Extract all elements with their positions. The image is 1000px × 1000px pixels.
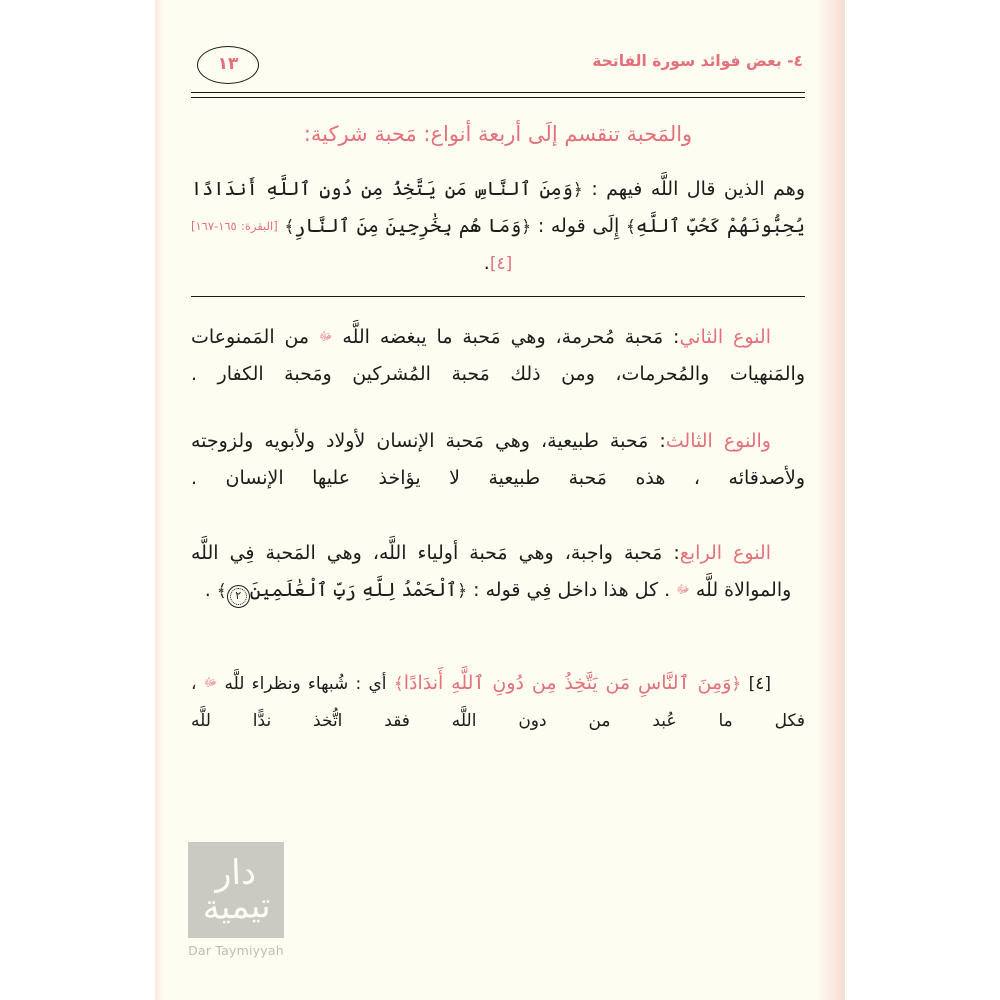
page-number-badge [197, 46, 259, 84]
honorific-jalla-jalaluhu-icon: ﷻ [318, 329, 333, 344]
watermark-brand-name: Dar Taymiyyah [188, 943, 284, 958]
honorific-azza-wa-jall-icon: ﷻ [676, 582, 690, 597]
footnote-marker: [٤] [748, 674, 772, 695]
quran-bracket-open-icon: ﴿ [572, 179, 583, 200]
quran-text-2: وَمَا هُم بِخَٰرِجِينَ مِنَ ٱلنَّارِ [294, 214, 522, 237]
paragraph-quran-quote [191, 171, 805, 282]
label-type-three: والنوع الثالث [665, 430, 771, 453]
lead-paragraph: والمَحبة تنقسم إلَى أربعة أنواع: مَحبة شركية: [303, 122, 693, 146]
footnote-quran-bracket-close-icon: ﴾ [393, 674, 404, 695]
footnote-text-before: أي : شُبهاء ونظراء للَّه [217, 674, 394, 695]
paragraph-gap [191, 501, 805, 535]
quran-bracket-close-icon: ﴾ [625, 216, 636, 237]
running-header [191, 0, 805, 108]
header-divider-rule [191, 92, 805, 98]
paragraph-type-two [191, 319, 805, 393]
watermark-logo-mark [188, 842, 284, 938]
label-type-four: النوع الرابع [679, 542, 771, 565]
page-edge-left [155, 0, 165, 1000]
para4-text-before: مَحبة واجبة، وهي مَحبة أولياء اللَّه، وهي المَحبة فِي اللَّه والموالاة للَّه [191, 542, 792, 602]
label-type-two: النوع الثاني [679, 326, 771, 349]
quran-text-fatiha: ٱلْحَمْدُ لِلَّهِ رَبِّ ٱلْعَٰلَمِينَ [249, 579, 458, 602]
quran-bracket-open-icon-2: ﴿ [521, 216, 532, 237]
publisher-watermark [177, 842, 295, 958]
para2-text-before: مَحبة مُحرمة، وهي مَحبة ما يبغضه اللَّه [332, 326, 664, 349]
footnote-block [191, 664, 805, 740]
footnote-reference: [٤] [489, 254, 513, 275]
para4-period: . [204, 579, 217, 602]
quran-text-1: وَمِنَ ٱلنَّاسِ مَن يَتَّخِذُ مِن دُونِ ٱللَّهِ أَندَادًا يُحِبُّونَهُمْ كَحُبِّ ٱللَّهِ [191, 177, 805, 237]
para1-middle: إِلَى قوله : [531, 214, 626, 237]
ayah-number-marker: ٢ [227, 585, 250, 608]
para1-prefix: وهم الذين قال اللَّه فيهم : [582, 177, 805, 200]
paragraph-gap [191, 613, 805, 647]
quran-bracket-open-icon-3: ﴿ [457, 581, 468, 602]
footnote-honorific-icon: ﷻ [203, 675, 218, 690]
para3-text: مَحبة طبيعية، وهي مَحبة الإنسان لأولاد ولأبويه ولزوجته ولأصدقائه ، هذه مَحبة طبيعية لا يؤاخذ عليها الإنسان . [191, 430, 805, 490]
section-divider-rule [191, 296, 805, 297]
para2-text-after: من المَمنوعات والمَنهيات والمُحرمات، ومن ذلك مَحبة المُشركين ومَحبة الكفار . [191, 326, 805, 386]
paragraph-gap [191, 397, 805, 423]
quran-bracket-close-icon-2: ﴾ [284, 216, 295, 237]
footnote-text-after: ، فكل ما عُبد من دون اللَّه فقد اتُّخذ ندًّا للَّه [191, 674, 805, 732]
page-number: ١٣ [217, 53, 239, 74]
chapter-title: ٤- بعض فوائد سورة الفاتحة [592, 52, 803, 70]
footnote-quran-bracket-open-icon: ﴿ [731, 674, 742, 695]
para4-text-after: . كل هذا داخل فِي قوله : [467, 579, 677, 602]
para1-period: . [483, 252, 490, 275]
watermark-calligraphy: دار تيمية [201, 852, 272, 929]
para3-colon: : [648, 430, 666, 453]
book-page [155, 0, 845, 1000]
page-edge-right [817, 0, 845, 1000]
para2-colon: : [663, 326, 680, 349]
quran-citation: [البقرة: ١٦٥-١٦٧] [191, 218, 278, 233]
paragraph-type-four [191, 535, 805, 609]
paragraph-type-three [191, 423, 805, 497]
para4-colon: : [662, 542, 680, 565]
quran-bracket-close-icon-3: ﴾ [216, 581, 227, 602]
footnote-quran-text: وَمِنَ ٱلنَّاسِ مَن يَتَّخِذُ مِن دُونِ ٱللَّهِ أَندَادًا [403, 672, 732, 695]
